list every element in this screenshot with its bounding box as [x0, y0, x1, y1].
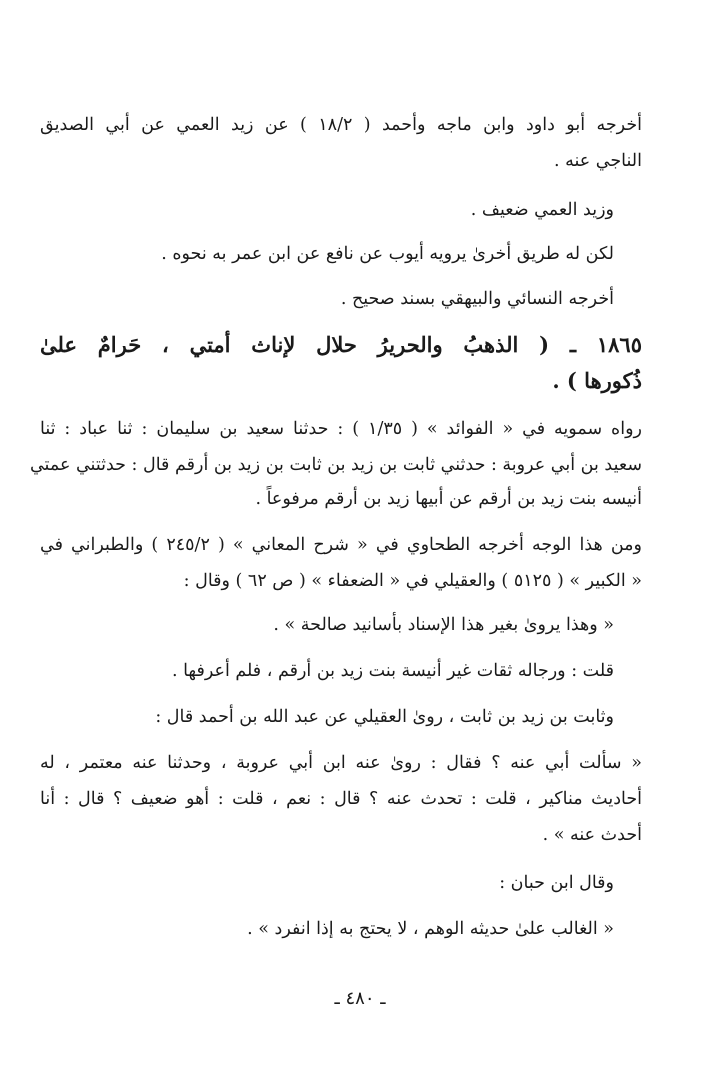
quote-line: أحاديث مناكير ، قلت : تحدث عنه ؟ قال : نعم ، قلت : أهو ضعيف ؟ قال : أنا	[40, 789, 642, 809]
text-line: وزيد العمي ضعيف .	[470, 200, 614, 220]
quote-line: « وهذا يروىٰ بغير هذا الإسناد بأسانيد صالحة » .	[273, 615, 614, 635]
hadith-heading: ١٨٦٥ ـ ( الذهبُ والحريرُ حلال لإناث أمتي ، حَرامٌ علىٰ	[40, 332, 642, 357]
hadith-heading-cont: ذُكورها ) .	[552, 368, 642, 393]
quote-line: « الغالب علىٰ حديثه الوهم ، لا يحتج به إذا انفرد » .	[247, 919, 614, 939]
text-line: « الكبير » ( ٥١٢٥ ) والعقيلي في « الضعفاء » ( ص ٦٢ ) وقال :	[183, 571, 642, 591]
text-line: ومن هذا الوجه أخرجه الطحاوي في « شرح المعاني » ( ٢٤٥/٢ ) والطبراني في	[40, 535, 642, 555]
text-line: وثابت بن زيد بن ثابت ، روىٰ العقيلي عن عبد الله بن أحمد قال :	[155, 707, 614, 727]
text-line: لكن له طريق أخرىٰ يرويه أيوب عن نافع عن ابن عمر به نحوه .	[161, 244, 614, 264]
page-number: ـ ٤٨٠ ـ	[334, 988, 386, 1009]
text-line: قلت : ورجاله ثقات غير أنيسة بنت زيد بن أرقم ، فلم أعرفها .	[171, 661, 614, 681]
text-line: رواه سمويه في « الفوائد » ( ١/٣٥ ) : حدثنا سعيد بن سليمان : ثنا عباد : ثنا	[40, 419, 642, 439]
text-line: الناجي عنه .	[553, 151, 642, 171]
text-line: وقال ابن حبان :	[499, 873, 614, 893]
text-line: أنيسه بنت زيد بن أرقم عن أبيها زيد بن أرقم مرفوعاً .	[255, 489, 642, 509]
text-line: سعيد بن أبي عروبة : حدثني ثابت بن زيد بن ثابت بن زيد بن أرقم قال : حدثتني عمتي	[29, 455, 642, 475]
quote-line: أحدث عنه » .	[542, 825, 642, 845]
text-line: أخرجه أبو داود وابن ماجه وأحمد ( ١٨/٢ ) عن زيد العمي عن أبي الصديق	[40, 115, 642, 135]
text-line: أخرجه النسائي والبيهقي بسند صحيح .	[340, 289, 614, 309]
quote-line: « سألت أبي عنه ؟ فقال : روىٰ عنه ابن أبي عروبة ، وحدثنا عنه معتمر ، له	[40, 753, 642, 773]
